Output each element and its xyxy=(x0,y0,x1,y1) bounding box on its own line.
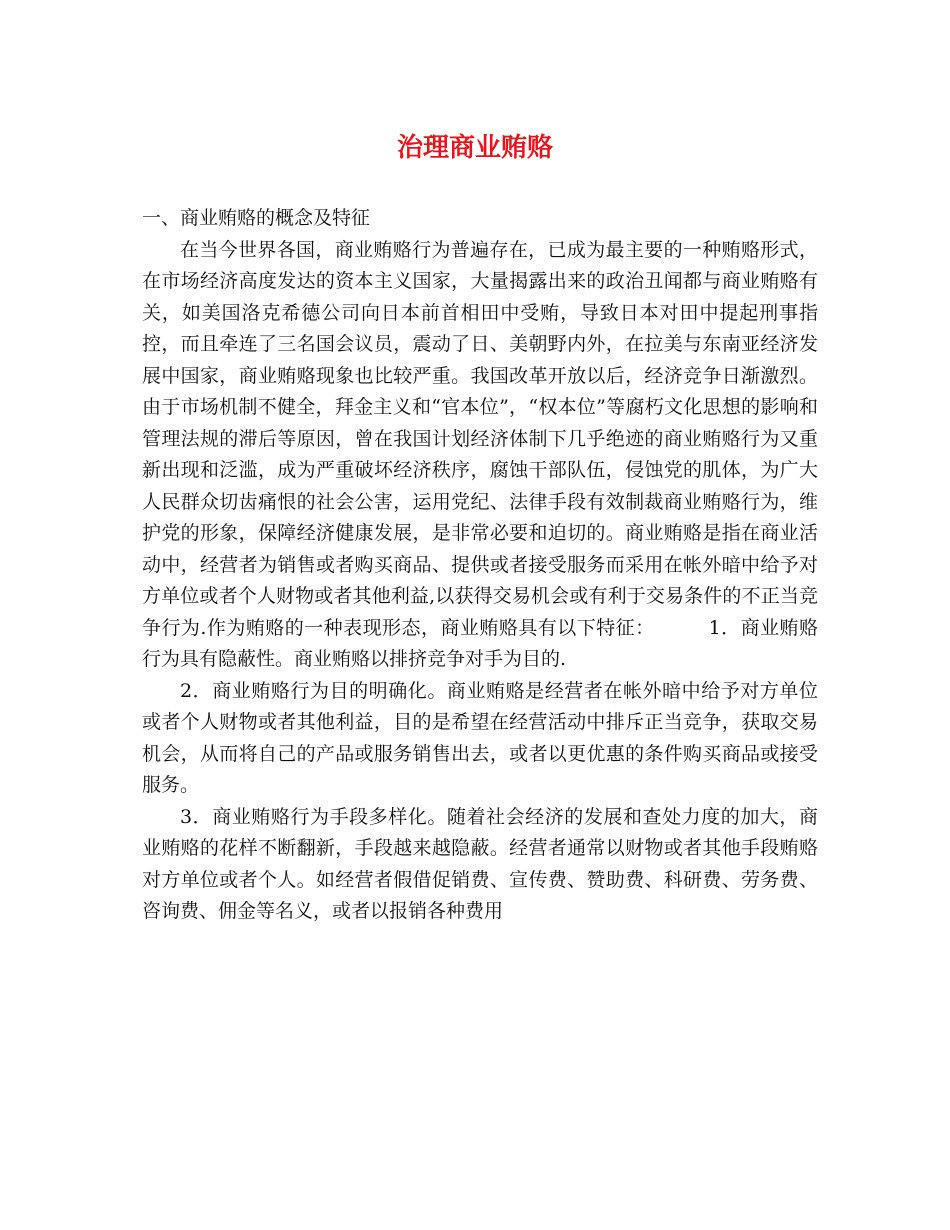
paragraph-1-text: 在当今世界各国，商业贿赂行为普遍存在，已成为最主要的一种贿赂形式，在市场经济高度发达的资本主义国家，大量揭露出来的政治丑闻都与商业贿赂有关，如美国洛克希德公司向日本前首相田中受贿，导致日本对田中提起刑事指控，而且牵连了三名国会议员，震动了日、美朝野内外，在拉美与东南亚经济发展中国家，商业贿赂现象也比较严重。我国改革开放以后，经济竞争日渐激烈。由于市场机制不健全，拜金主义和“官本位”，“权本位”等腐朽文化思想的影响和管理法规的滞后等原因，曾在我国计划经济体制下几乎绝迹的商业贿赂行为又重新出现和泛滥，成为严重破坏经济秩序，腐蚀干部队伍，侵蚀党的肌体，为广大人民群众切齿痛恨的社会公害，运用党纪、法律手段有效制裁商业贿赂行为，维护党的形象，保障经济健康发展，是非常必要和迫切的。商业贿赂是指在商业活动中，经营者为销售或者购买商品、提供或者接受服务而采用在帐外暗中给予对方单位或者个人财物或者其他利益,以获得交易机会或有利于交易条件的不正当竞争行为.作为贿赂的一种表现形态，商业贿赂具有以下特征： xyxy=(142,238,818,639)
document-title: 治理商业贿赂 xyxy=(396,133,553,163)
paragraph-1 xyxy=(142,235,818,676)
section-heading: 一、商业贿赂的概念及特征 xyxy=(142,207,371,229)
paragraph-1-feature-1: 1．商业贿赂行为具有隐蔽性。商业贿赂以排挤竞争对手为目的. xyxy=(142,616,819,670)
paragraph-2: 2．商业贿赂行为目的明确化。商业贿赂是经营者在帐外暗中给予对方单位或者个人财物或者其他利益，目的是希望在经营活动中排斥正当竞争，获取交易机会，从而将自己的产品或服务销售出去，或者以更优惠的条件购买商品或接受服务。 xyxy=(142,679,818,796)
paragraph-3: 3．商业贿赂行为手段多样化。随着社会经济的发展和查处力度的加大，商业贿赂的花样不断翻新，手段越来越隐蔽。经营者通常以财物或者其他手段贿赂对方单位或者个人。如经营者假借促销费、宣传费、赞助费、科研费、劳务费、咨询费、佣金等名义，或者以报销各种费用 xyxy=(142,805,818,922)
document-body xyxy=(142,203,818,928)
